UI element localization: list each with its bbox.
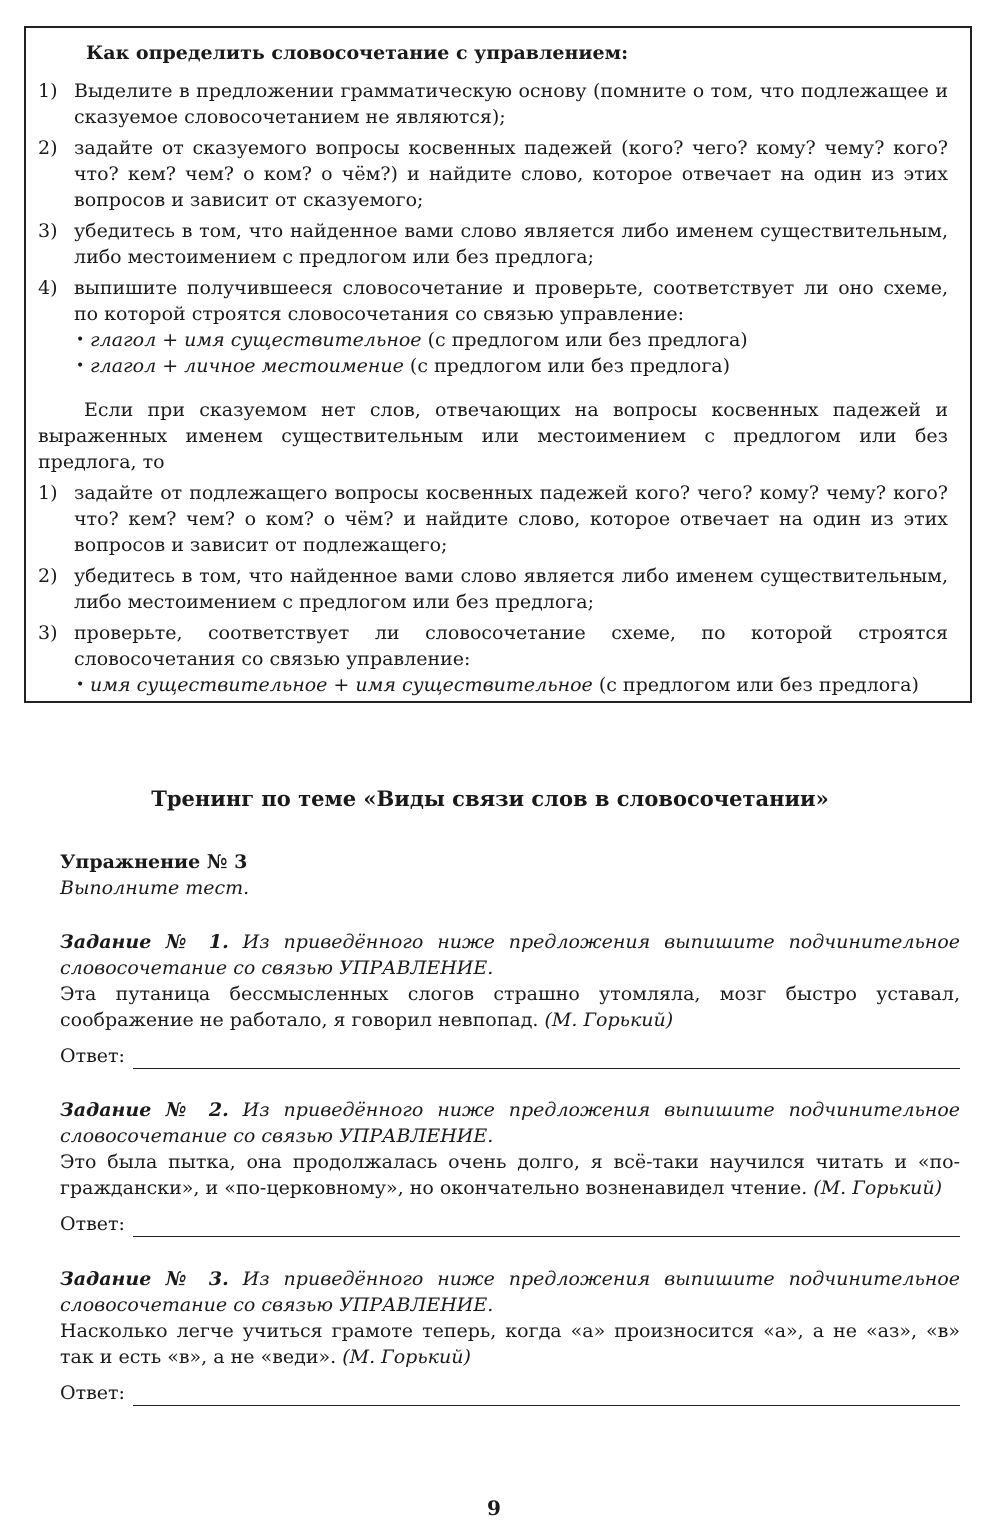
task-3 xyxy=(60,1266,960,1406)
scheme-pattern: имя существительное + имя существительное xyxy=(90,674,593,696)
list-item xyxy=(38,135,948,213)
page-number: 9 xyxy=(487,1496,501,1520)
task-author: (М. Горький) xyxy=(807,1177,942,1199)
task-heading xyxy=(60,1266,960,1318)
scheme-list xyxy=(74,327,948,379)
step-text: выпишите получившееся словосочетание и проверьте, соответствует ли оно схеме, по которой строятся словосочетания со связью управление: xyxy=(74,277,948,325)
scheme-pattern: глагол + личное местоимение xyxy=(90,355,404,377)
step-number: 1) xyxy=(38,80,58,102)
step-text: задайте от подлежащего вопросы косвенных падежей кого? чего? кому? чему? кого? что? кем? чем? о ком? о чём? и найдите слово, которое отвечает на один из этих вопросов и зависит от подлежащего; xyxy=(74,482,948,556)
step-number: 3) xyxy=(38,220,58,242)
scheme-list xyxy=(74,672,948,698)
exercise-instruction: Выполните тест. xyxy=(60,877,250,899)
scheme-pattern: глагол + имя существительное xyxy=(90,329,422,351)
subject-steps-list xyxy=(38,480,948,698)
answer-input[interactable] xyxy=(133,1383,960,1406)
task-heading xyxy=(60,929,960,981)
task-1 xyxy=(60,929,960,1069)
step-number: 4) xyxy=(38,277,58,299)
task-sentence xyxy=(60,1318,960,1370)
task-author: (М. Горький) xyxy=(336,1346,471,1368)
scheme-suffix: (с предлогом или без предлога) xyxy=(592,674,919,696)
task-sentence xyxy=(60,1149,960,1201)
rule-box xyxy=(24,26,972,703)
task-label: Задание № 2. xyxy=(60,1099,229,1121)
task-sentence-text: Это была пытка, она продолжалась очень долго, я всё-таки научился читать и «по-граждански», и «по-церковному», но окончательно возненавидел чтение. xyxy=(60,1151,960,1199)
answer-row xyxy=(60,1380,960,1406)
task-instruction: Из приведённого ниже предложения выпишите подчинительное словосочетание со связью УПРАВЛЕНИЕ. xyxy=(60,1099,960,1147)
step-number: 3) xyxy=(38,622,58,644)
scheme-item xyxy=(74,353,948,379)
task-instruction: Из приведённого ниже предложения выпишите подчинительное словосочетание со связью УПРАВЛЕНИЕ. xyxy=(60,1268,960,1316)
answer-input[interactable] xyxy=(133,1046,960,1069)
step-text: задайте от сказуемого вопросы косвенных падежей (кого? чего? кому? чему? кого? что? кем? чем? о ком? о чём?) и найдите слово, которое отвечает на один из этих вопросов и зависит от сказуемого; xyxy=(74,137,948,211)
step-number: 2) xyxy=(38,565,58,587)
list-item xyxy=(38,275,948,379)
answer-row xyxy=(60,1043,960,1069)
task-label: Задание № 1. xyxy=(60,931,229,953)
rule-box-title: Как определить словосочетание с управлением: xyxy=(86,42,629,64)
task-heading xyxy=(60,1097,960,1149)
list-item xyxy=(38,620,948,698)
scheme-suffix: (с предлогом или без предлога) xyxy=(421,329,748,351)
task-label: Задание № 3. xyxy=(60,1268,229,1290)
task-author: (М. Горький) xyxy=(538,1009,674,1031)
exercise-title: Упражнение № 3 xyxy=(60,851,248,873)
list-item xyxy=(38,480,948,558)
task-2 xyxy=(60,1097,960,1237)
step-text: проверьте, соответствует ли словосочетание схеме, по которой строятся словосочетания со связью управление: xyxy=(74,622,948,670)
task-sentence xyxy=(60,981,960,1033)
step-number: 2) xyxy=(38,137,58,159)
scheme-item xyxy=(74,327,948,353)
exercise-header xyxy=(60,849,960,901)
step-text: Выделите в предложении грамматическую основу (помните о том, что подлежащее и сказуемое словосочетанием не являются); xyxy=(74,80,948,128)
answer-label: Ответ: xyxy=(60,1045,125,1067)
answer-label: Ответ: xyxy=(60,1213,125,1235)
step-text: убедитесь в том, что найденное вами слово является либо именем существительным, либо местоимением с предлогом или без предлога; xyxy=(74,565,948,613)
answer-row xyxy=(60,1211,960,1237)
step-number: 1) xyxy=(38,482,58,504)
list-item xyxy=(38,218,948,270)
answer-input[interactable] xyxy=(133,1214,960,1237)
step-text: убедитесь в том, что найденное вами слово является либо именем существительным, либо местоимением с предлогом или без предлога; xyxy=(74,220,948,268)
scheme-suffix: (с предлогом или без предлога) xyxy=(403,355,731,377)
list-item xyxy=(38,78,948,130)
list-item xyxy=(38,563,948,615)
task-sentence-text: Эта путаница бессмысленных слогов страшно утомляла, мозг быстро уставал, соображение не работало, я говорил невпопад. xyxy=(60,983,960,1031)
task-instruction: Из приведённого ниже предложения выпишите подчинительное словосочетание со связью УПРАВЛЕНИЕ. xyxy=(60,931,960,979)
answer-label: Ответ: xyxy=(60,1382,125,1404)
predicate-steps-list xyxy=(38,78,948,379)
task-sentence-text: Насколько легче учиться грамоте теперь, когда «а» произносится «а», а не «аз», «в» так и есть «в», а не «веди». xyxy=(60,1320,960,1368)
scheme-item xyxy=(74,672,948,698)
rule-note: Если при сказуемом нет слов, отвечающих на вопросы косвенных падежей и выраженных именем существительным или местоимением с предлогом или без предлога, то xyxy=(38,399,948,473)
section-title: Тренинг по теме «Виды связи слов в словосочетании» xyxy=(151,786,829,811)
